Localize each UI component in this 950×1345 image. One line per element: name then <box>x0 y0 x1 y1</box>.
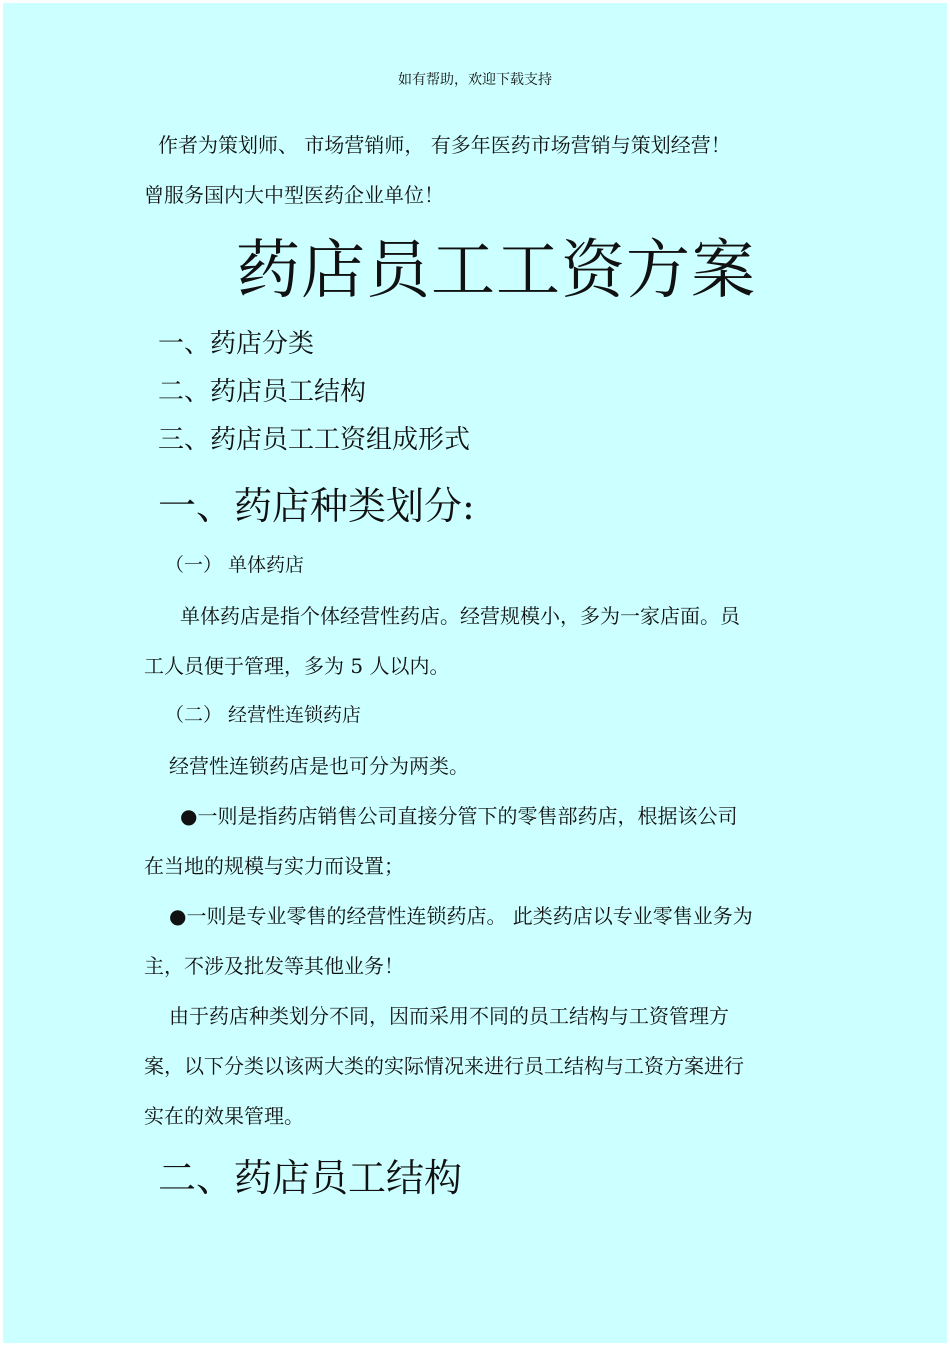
bullet-2-line-1: ●一则是专业零售的经营性连锁药店。 此类药店以专业零售业务为 <box>169 904 753 928</box>
subsection-1-text-line-2: 工人员便于管理，多为 5 人以内。 <box>144 654 450 678</box>
toc-item-2: 二、药店员工结构 <box>158 377 367 407</box>
section-1-heading: 一、药店种类划分: <box>158 484 475 528</box>
bullet-2-line-2: 主，不涉及批发等其他业务！ <box>144 954 404 978</box>
summary-line-3: 实在的效果管理。 <box>144 1104 304 1128</box>
document-title: 药店员工工资方案 <box>236 234 756 308</box>
subsection-2-heading: （二） 经营性连锁药店 <box>165 704 362 726</box>
intro-line-1: 作者为策划师、 市场营销师， 有多年医药市场营销与策划经营！ <box>158 133 731 157</box>
toc-item-1: 一、药店分类 <box>158 329 315 359</box>
subsection-1-heading: （一） 单体药店 <box>165 554 305 576</box>
summary-line-2: 案，以下分类以该两大类的实际情况来进行员工结构与工资方案进行 <box>144 1054 744 1078</box>
subsection-1-text-line-1: 单体药店是指个体经营性药店。经营规模小，多为一家店面。员 <box>180 604 740 628</box>
section-2-heading: 二、药店员工结构 <box>158 1156 463 1200</box>
intro-line-2: 曾服务国内大中型医药企业单位！ <box>144 183 444 207</box>
header-note: 如有帮助，欢迎下载支持 <box>398 72 552 88</box>
toc-item-3: 三、药店员工工资组成形式 <box>158 425 471 455</box>
subsection-2-text: 经营性连锁药店是也可分为两类。 <box>169 754 469 778</box>
bullet-1-line-2: 在当地的规模与实力而设置； <box>144 854 404 878</box>
bullet-1-line-1: ●一则是指药店销售公司直接分管下的零售部药店，根据该公司 <box>180 804 738 828</box>
document-page <box>3 3 947 1343</box>
summary-line-1: 由于药店种类划分不同，因而采用不同的员工结构与工资管理方 <box>169 1004 729 1028</box>
